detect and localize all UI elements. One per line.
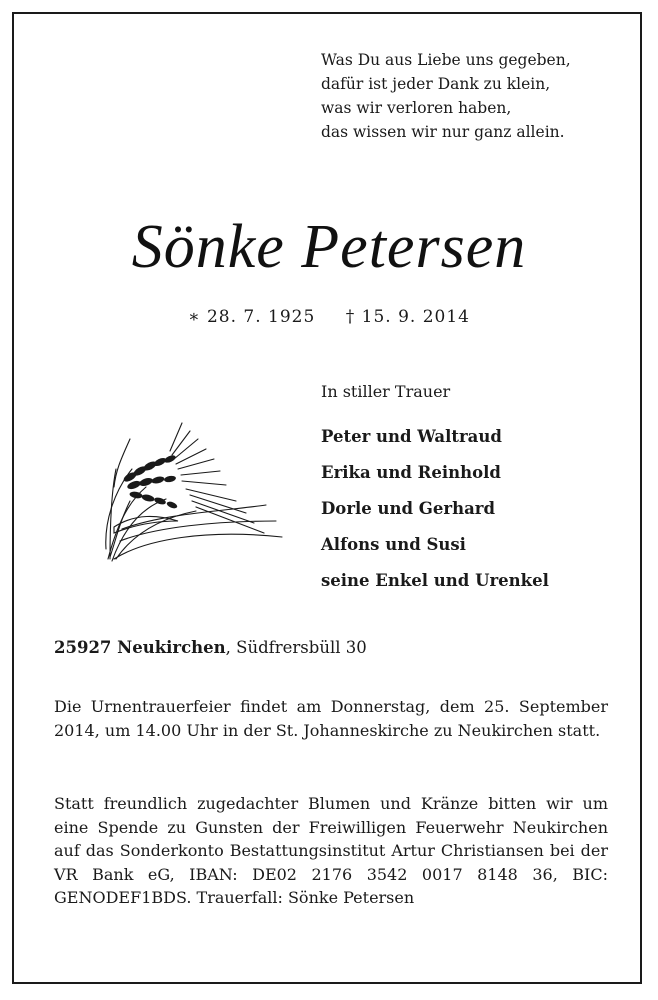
poem-line: dafür ist jeder Dank zu klein,: [321, 75, 551, 93]
address-street: , Südfrersbüll 30: [225, 638, 367, 657]
ceremony-paragraph: Die Urnentrauerfeier findet am Donnerstag, dem 25. September 2014, um 14.00 Uhr in der St. Johanneskirche zu Neukirchen statt.: [54, 697, 608, 740]
address: [54, 638, 367, 657]
poem-line: was wir verloren haben,: [321, 99, 512, 117]
death-date: † 15. 9. 2014: [345, 307, 470, 327]
mourning-intro: In stiller Trauer: [321, 382, 451, 401]
mourner-name: Dorle und Gerhard: [321, 499, 495, 518]
address-city: 25927 Neukirchen: [54, 638, 226, 657]
poem-line: Was Du aus Liebe uns gegeben,: [321, 51, 571, 69]
poem-line: das wissen wir nur ganz allein.: [321, 123, 565, 141]
poem: [321, 48, 621, 144]
deceased-name: Sönke Petersen: [131, 213, 527, 281]
mourner-name: Peter und Waltraud: [321, 427, 502, 446]
birth-date: ∗ 28. 7. 1925: [188, 307, 316, 327]
wheat-ears-icon: [86, 409, 286, 569]
donation-paragraph: Statt freundlich zugedachter Blumen und Kränze bitten wir um eine Spende zu Gunsten der Freiwilligen Feuerwehr Neukirchen auf das Sonderkonto Bestattungsinstitut Artur Christiansen bei der VR Bank eG, IBAN: DE02 2176 3542 0017 8148 36, BIC: GENODEF1BDS. Trauerfall: Sönke Petersen: [54, 794, 608, 907]
obituary-frame: [12, 12, 642, 984]
mourner-name: Erika und Reinhold: [321, 463, 501, 482]
mourner-name: seine Enkel und Urenkel: [321, 571, 549, 590]
mourners-list: [321, 419, 549, 599]
life-dates: [14, 307, 644, 327]
mourner-name: Alfons und Susi: [321, 535, 466, 554]
